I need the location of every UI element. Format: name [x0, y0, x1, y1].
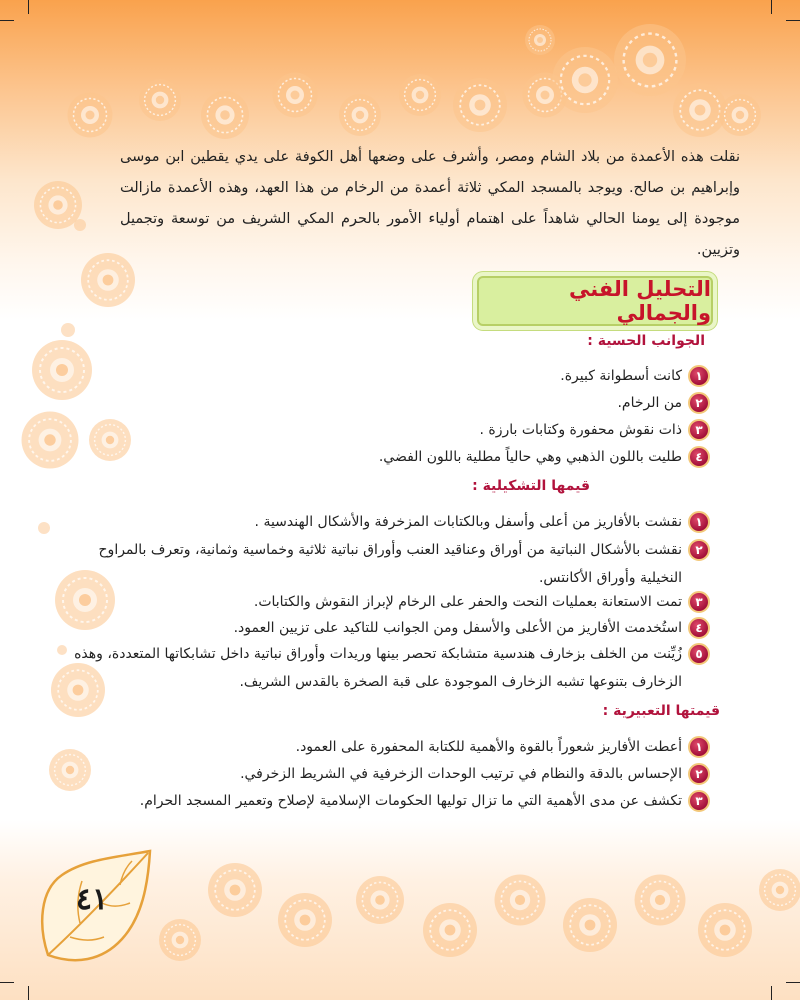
list-item [70, 733, 710, 761]
list-item-text: تمت الاستعانة بعمليات النحت والحفر على الرخام لإبراز النقوش والكتابات. [253, 594, 682, 610]
list-item-text: تكشف عن مدى الأهمية التي ما تزال توليها الحكومات الإسلامية لإصلاح وتعمير المسجد الحرام. [139, 793, 682, 809]
number-badge: ١ [688, 365, 710, 387]
list-item [70, 389, 710, 417]
list-item-text: نقشت بالأفاريز من أعلى وأسفل وبالكتابات المزخرفة والأشكال الهندسية . [254, 514, 682, 530]
list-item-text: زُيِّنت من الخلف بزخارف هندسية متشابكة تحصر بينها وريدات وأوراق نباتية داخل تشابكاتها المتعددة، وهذه الزخارف بتنوعها تشبه الزخارف الموجودة على قبة الصخرة بالقدس الشريف. [74, 646, 682, 690]
number-badge: ١ [688, 511, 710, 533]
list-item [70, 640, 710, 696]
number-badge: ٣ [688, 419, 710, 441]
list-item-text: أعطت الأفاريز شعوراً بالقوة والأهمية للكتابة المحفورة على العمود. [295, 739, 682, 755]
list-item [70, 614, 710, 642]
number-badge: ٥ [688, 643, 710, 665]
section-title: التحليل الفني والجمالي [568, 277, 711, 325]
number-badge: ٢ [688, 392, 710, 414]
list-item-text: ذات نقوش محفورة وكتابات بارزة . [479, 422, 682, 438]
list-item [70, 508, 710, 536]
expressive-values-heading: قيمتها التعبيرية : [602, 703, 720, 719]
list-item-text: نقشت بالأشكال النباتية من أوراق وعناقيد العنب وأوراق نباتية ثلاثية وخماسية وثمانية، وتعرف بالمراوح النخيلية وأوراق الأكانتس. [98, 542, 682, 586]
section-title-badge [477, 276, 713, 326]
list-item [70, 443, 710, 471]
list-item-text: الإحساس بالدقة والنظام في ترتيب الوحدات الزخرفية في الشريط الزخرفي. [240, 766, 682, 782]
number-badge: ٣ [688, 790, 710, 812]
list-item [70, 787, 710, 815]
list-item [70, 588, 710, 616]
number-badge: ٢ [688, 763, 710, 785]
list-item-text: من الرخام. [617, 395, 682, 411]
list-item-text: استُخدمت الأفاريز من الأعلى والأسفل ومن الجوانب للتاكيد على تزيين العمود. [233, 620, 682, 636]
number-badge: ٢ [688, 539, 710, 561]
list-item [70, 362, 710, 390]
list-item [70, 416, 710, 444]
plastic-values-heading: قيمها التشكيلية : [472, 478, 590, 494]
sensory-heading: الجوانب الحسية : [587, 333, 705, 349]
number-badge: ٤ [688, 446, 710, 468]
list-item-text: طليت باللون الذهبي وهي حالياً مطلية باللون الفضي. [378, 449, 682, 465]
list-item [70, 760, 710, 788]
intro-paragraph: نقلت هذه الأعمدة من بلاد الشام ومصر، وأشرف على وضعها أهل الكوفة على يدي يقطين ابن موسى وإبراهيم بن صالح. ويوجد بالمسجد المكي ثلاثة أعمدة من الرخام من هذا العهد، وهذه الأعمدة مازالت موجودة إلى يومنا الحالي شاهداً على اهتمام أولياء الأمور بالحرم المكي الشريف من توسعة وتجميل وتزيين. [120, 149, 740, 258]
number-badge: ٤ [688, 617, 710, 639]
list-item-text: كانت أسطوانة كبيرة. [560, 368, 682, 384]
page-number: ٤١ [75, 882, 109, 917]
list-item [70, 536, 710, 592]
number-badge: ٣ [688, 591, 710, 613]
number-badge: ١ [688, 736, 710, 758]
